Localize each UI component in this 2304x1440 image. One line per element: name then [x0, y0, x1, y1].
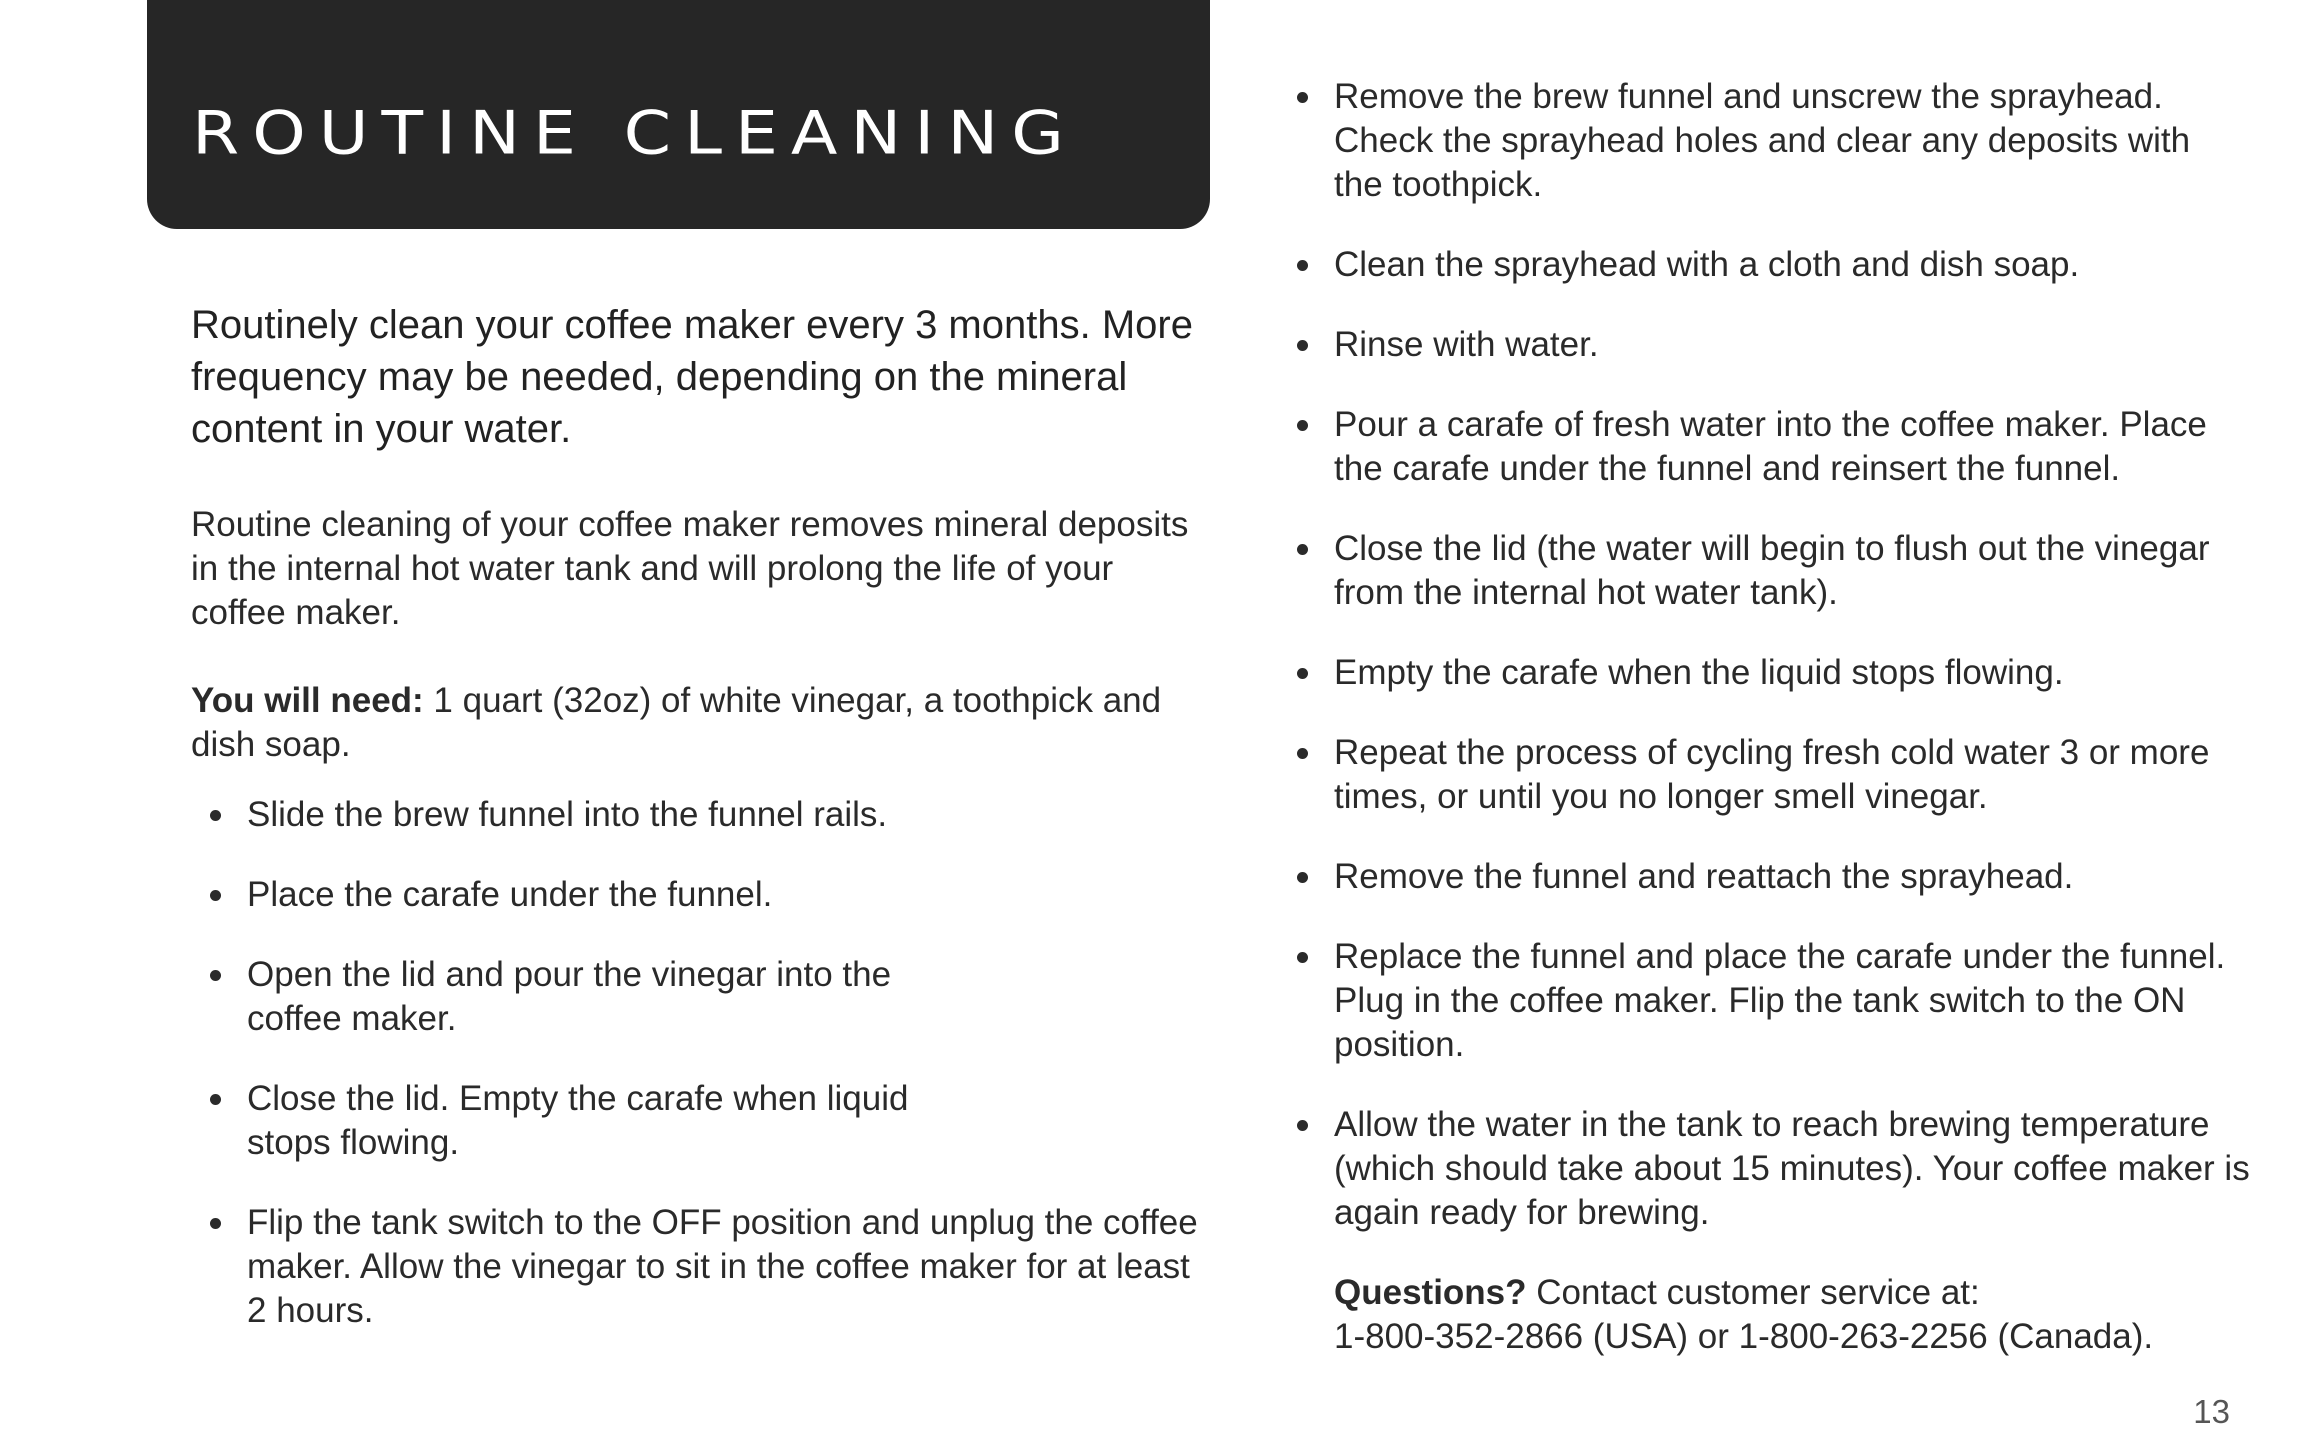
questions-text: Contact customer service at:: [1526, 1273, 1980, 1312]
bullet-icon: [1297, 340, 1308, 351]
list-item: [1294, 651, 2274, 695]
bullet-icon: [210, 810, 221, 821]
bullet-icon: [1297, 872, 1308, 883]
step-text: Pour a carafe of fresh water into the coffee maker. Place the carafe under the funnel and reinsert the funnel.: [1334, 405, 2207, 488]
step-text: Clean the sprayhead with a cloth and dish soap.: [1334, 245, 2080, 284]
step-text: Open the lid and pour the vinegar into the coffee maker.: [247, 955, 892, 1038]
step-text: Slide the brew funnel into the funnel rails.: [247, 795, 888, 834]
bullet-icon: [1297, 92, 1308, 103]
phone-numbers: 1-800-352-2866 (USA) or 1-800-263-2256 (Canada).: [1334, 1317, 2154, 1356]
list-item: [1294, 403, 2264, 491]
bullet-icon: [210, 1094, 221, 1105]
title-banner: [147, 0, 1210, 229]
questions-line: [1334, 1271, 2274, 1315]
list-item: [191, 1201, 1207, 1333]
right-column: [1294, 75, 2274, 1359]
step-text: Remove the funnel and reattach the sprayhead.: [1334, 857, 2074, 896]
bullet-icon: [1297, 420, 1308, 431]
step-text: Empty the carafe when the liquid stops flowing.: [1334, 653, 2064, 692]
step-text: Place the carafe under the funnel.: [247, 875, 773, 914]
list-item: [1294, 731, 2274, 819]
step-text: Replace the funnel and place the carafe under the funnel. Plug in the coffee maker. Flip the tank switch to the ON position.: [1334, 937, 2226, 1064]
list-item: [1294, 75, 2214, 207]
list-item: [191, 1077, 987, 1165]
left-steps-list: [191, 793, 1198, 1333]
right-steps-list: [1294, 75, 2274, 1235]
bullet-icon: [1297, 260, 1308, 271]
intro-text: Routinely clean your coffee maker every 3 months. More frequency may be needed, depending on the mineral content in your water.: [191, 303, 1193, 451]
list-item: [1294, 935, 2294, 1067]
list-item: [191, 793, 1181, 837]
bullet-icon: [1297, 748, 1308, 759]
list-item: [1294, 855, 2274, 899]
step-text: Rinse with water.: [1334, 325, 1599, 364]
bullet-icon: [210, 1218, 221, 1229]
step-text: Close the lid (the water will begin to flush out the vinegar from the internal hot water tank).: [1334, 529, 2210, 612]
left-column: [191, 299, 1201, 1369]
list-item: [1294, 243, 2274, 287]
bullet-icon: [1297, 952, 1308, 963]
bullet-icon: [1297, 668, 1308, 679]
page-number: 13: [2193, 1393, 2230, 1430]
step-text: Remove the brew funnel and unscrew the sprayhead. Check the sprayhead holes and clear any deposits with the toothpick.: [1334, 77, 2191, 204]
list-item: [1294, 1103, 2294, 1235]
list-item: [1294, 527, 2274, 615]
page-title: ROUTINE CLEANING: [192, 98, 1077, 169]
step-text: Allow the water in the tank to reach brewing temperature (which should take about 15 minutes). Your coffee maker is again ready for brewing.: [1334, 1105, 2250, 1232]
need-label: You will need:: [191, 681, 424, 720]
bullet-icon: [210, 970, 221, 981]
questions-label: Questions?: [1334, 1273, 1527, 1312]
step-text: Flip the tank switch to the OFF position and unplug the coffee maker. Allow the vinegar to sit in the coffee maker for at least 2 hours.: [247, 1203, 1198, 1330]
step-text: Repeat the process of cycling fresh cold water 3 or more times, or until you no longer smell vinegar.: [1334, 733, 2210, 816]
list-item: [1294, 323, 2274, 367]
need-text: 1 quart (32oz) of white vinegar, a toothpick and dish soap.: [191, 681, 1162, 764]
bullet-icon: [1297, 1120, 1308, 1131]
list-item: [191, 873, 1181, 917]
bullet-icon: [210, 890, 221, 901]
step-text: Close the lid. Empty the carafe when liquid stops flowing.: [247, 1079, 909, 1162]
list-item: [191, 953, 947, 1041]
contact-info: [1294, 1271, 2274, 1359]
bullet-icon: [1297, 544, 1308, 555]
description-paragraph: Routine cleaning of your coffee maker removes mineral deposits in the internal hot water tank and will prolong the life of your coffee maker.: [191, 505, 1189, 632]
requirements-paragraph: [191, 679, 1201, 767]
